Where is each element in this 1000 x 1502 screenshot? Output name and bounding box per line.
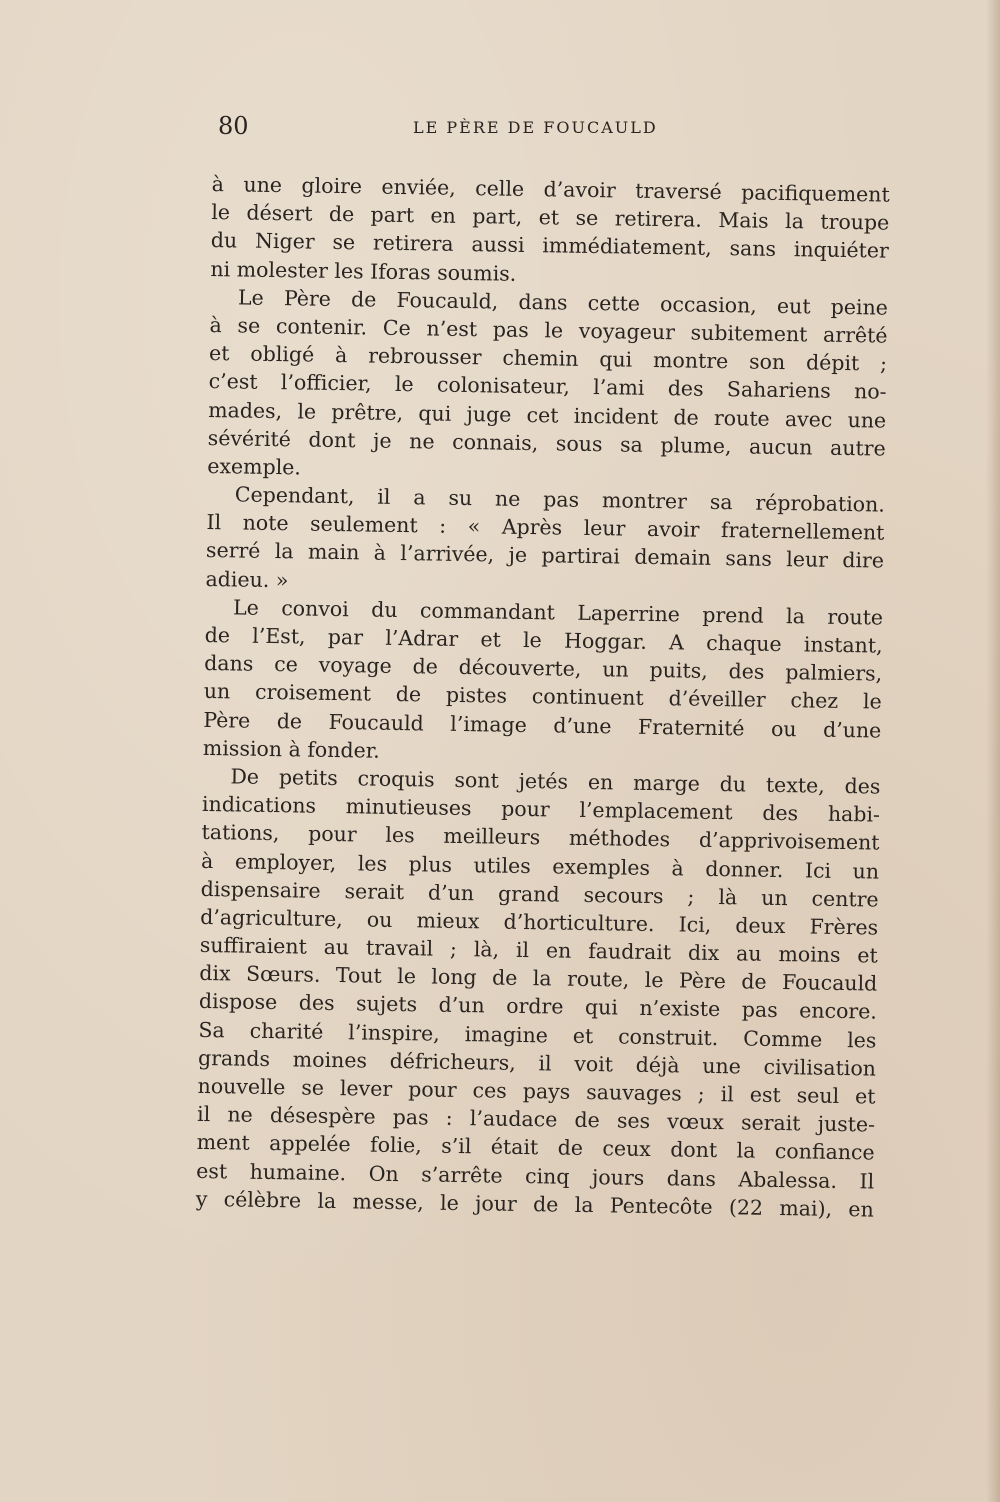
text-line: il ne désespère pas : l’audace de ses vœux serait juste-: [196, 1102, 876, 1137]
text-line: tations, pour les meilleurs méthodes d’apprivoisement: [201, 820, 880, 855]
text-line: d’agriculture, ou mieux d’horticulture. Ici, deux Frères: [200, 904, 879, 940]
text-line: de l’Est, par l’Adrar et le Hoggar. A chaque instant,: [204, 622, 883, 658]
text-line: à une gloire enviée, celle d’avoir traversé pacifiquement: [211, 171, 890, 207]
text-line: adieu. »: [205, 566, 289, 592]
text-line: ni molester les Iforas soumis.: [210, 256, 517, 286]
page-edge-shadow: [986, 0, 1000, 1502]
text-line: Sa charité l’inspire, imagine et construit. Comme les: [198, 1017, 877, 1053]
body-text: [196, 170, 890, 1223]
text-line: Il note seulement : « Après leur avoir fraternellement: [206, 510, 885, 545]
text-line: nouvelle se lever pour ces pays sauvages ; il est seul et: [197, 1073, 876, 1109]
text-line: à se contenir. Ce n’est pas le voyageur subitement arrêté: [209, 312, 888, 348]
text-line: sévérité dont je ne connais, sous sa plume, aucun autre: [207, 425, 886, 461]
text-line: serré la main à l’arrivée, je partirai demain sans leur dire: [205, 538, 885, 574]
text-line: Le Père de Foucauld, dans cette occasion, eut peine: [237, 285, 889, 320]
text-line: y célèbre la messe, le jour de la Pentecôte (22 mai), en: [195, 1186, 874, 1222]
text-line: à employer, les plus utiles exemples à donner. Ici un: [200, 848, 880, 884]
text-line: grands moines défricheurs, il voit déjà une civilisation: [197, 1045, 877, 1081]
text-line: dispensaire serait d’un grand secours ; là un centre: [200, 876, 879, 912]
text-line: De petits croquis sont jetés en marge du texte, des: [230, 764, 881, 799]
running-title: LE PÈRE DE FOUCAULD: [413, 118, 658, 137]
text-line: du Niger se retirera aussi immédiatement, sans inquiéter: [210, 228, 889, 264]
text-line: un croisement de pistes continuent d’éveiller chez le: [203, 679, 882, 714]
text-line: Le convoi du commandant Laperrine prend la route: [232, 595, 884, 630]
text-line: et obligé à rebrousser chemin qui montre son dépit ;: [208, 341, 888, 376]
page-header: [218, 106, 898, 146]
text-line: exemple.: [207, 453, 302, 480]
text-line: dix Sœurs. Tout le long de la route, le Père de Foucauld: [199, 961, 878, 996]
page-number: 80: [218, 112, 249, 140]
text-line: mission à fonder.: [202, 735, 380, 763]
text-line: indications minutieuses pour l’emplacement des habi-: [201, 792, 881, 827]
text-line: c’est l’officier, le colonisateur, l’ami des Sahariens no-: [208, 369, 887, 404]
text-line: suffiraient au travail ; là, il en faudrait dix au moins et: [199, 932, 878, 968]
text-line: Cependant, il a su ne pas montrer sa réprobation.: [234, 482, 886, 517]
text-line: mades, le prêtre, qui juge cet incident de route avec une: [208, 397, 887, 433]
text-line: dispose des sujets d’un ordre qui n’existe pas encore.: [198, 989, 878, 1024]
text-line: dans ce voyage de découverte, un puits, des palmiers,: [204, 651, 883, 686]
text-line: ment appelée folie, s’il était de ceux dont la confiance: [196, 1130, 875, 1165]
text-line: le désert de part en part, et se retirera. Mais la troupe: [211, 200, 890, 235]
text-line: Père de Foucauld l’image d’une Fraternité ou d’une: [203, 707, 882, 743]
text-line: est humaine. On s’arrête cinq jours dans Abalessa. Il: [196, 1158, 875, 1194]
